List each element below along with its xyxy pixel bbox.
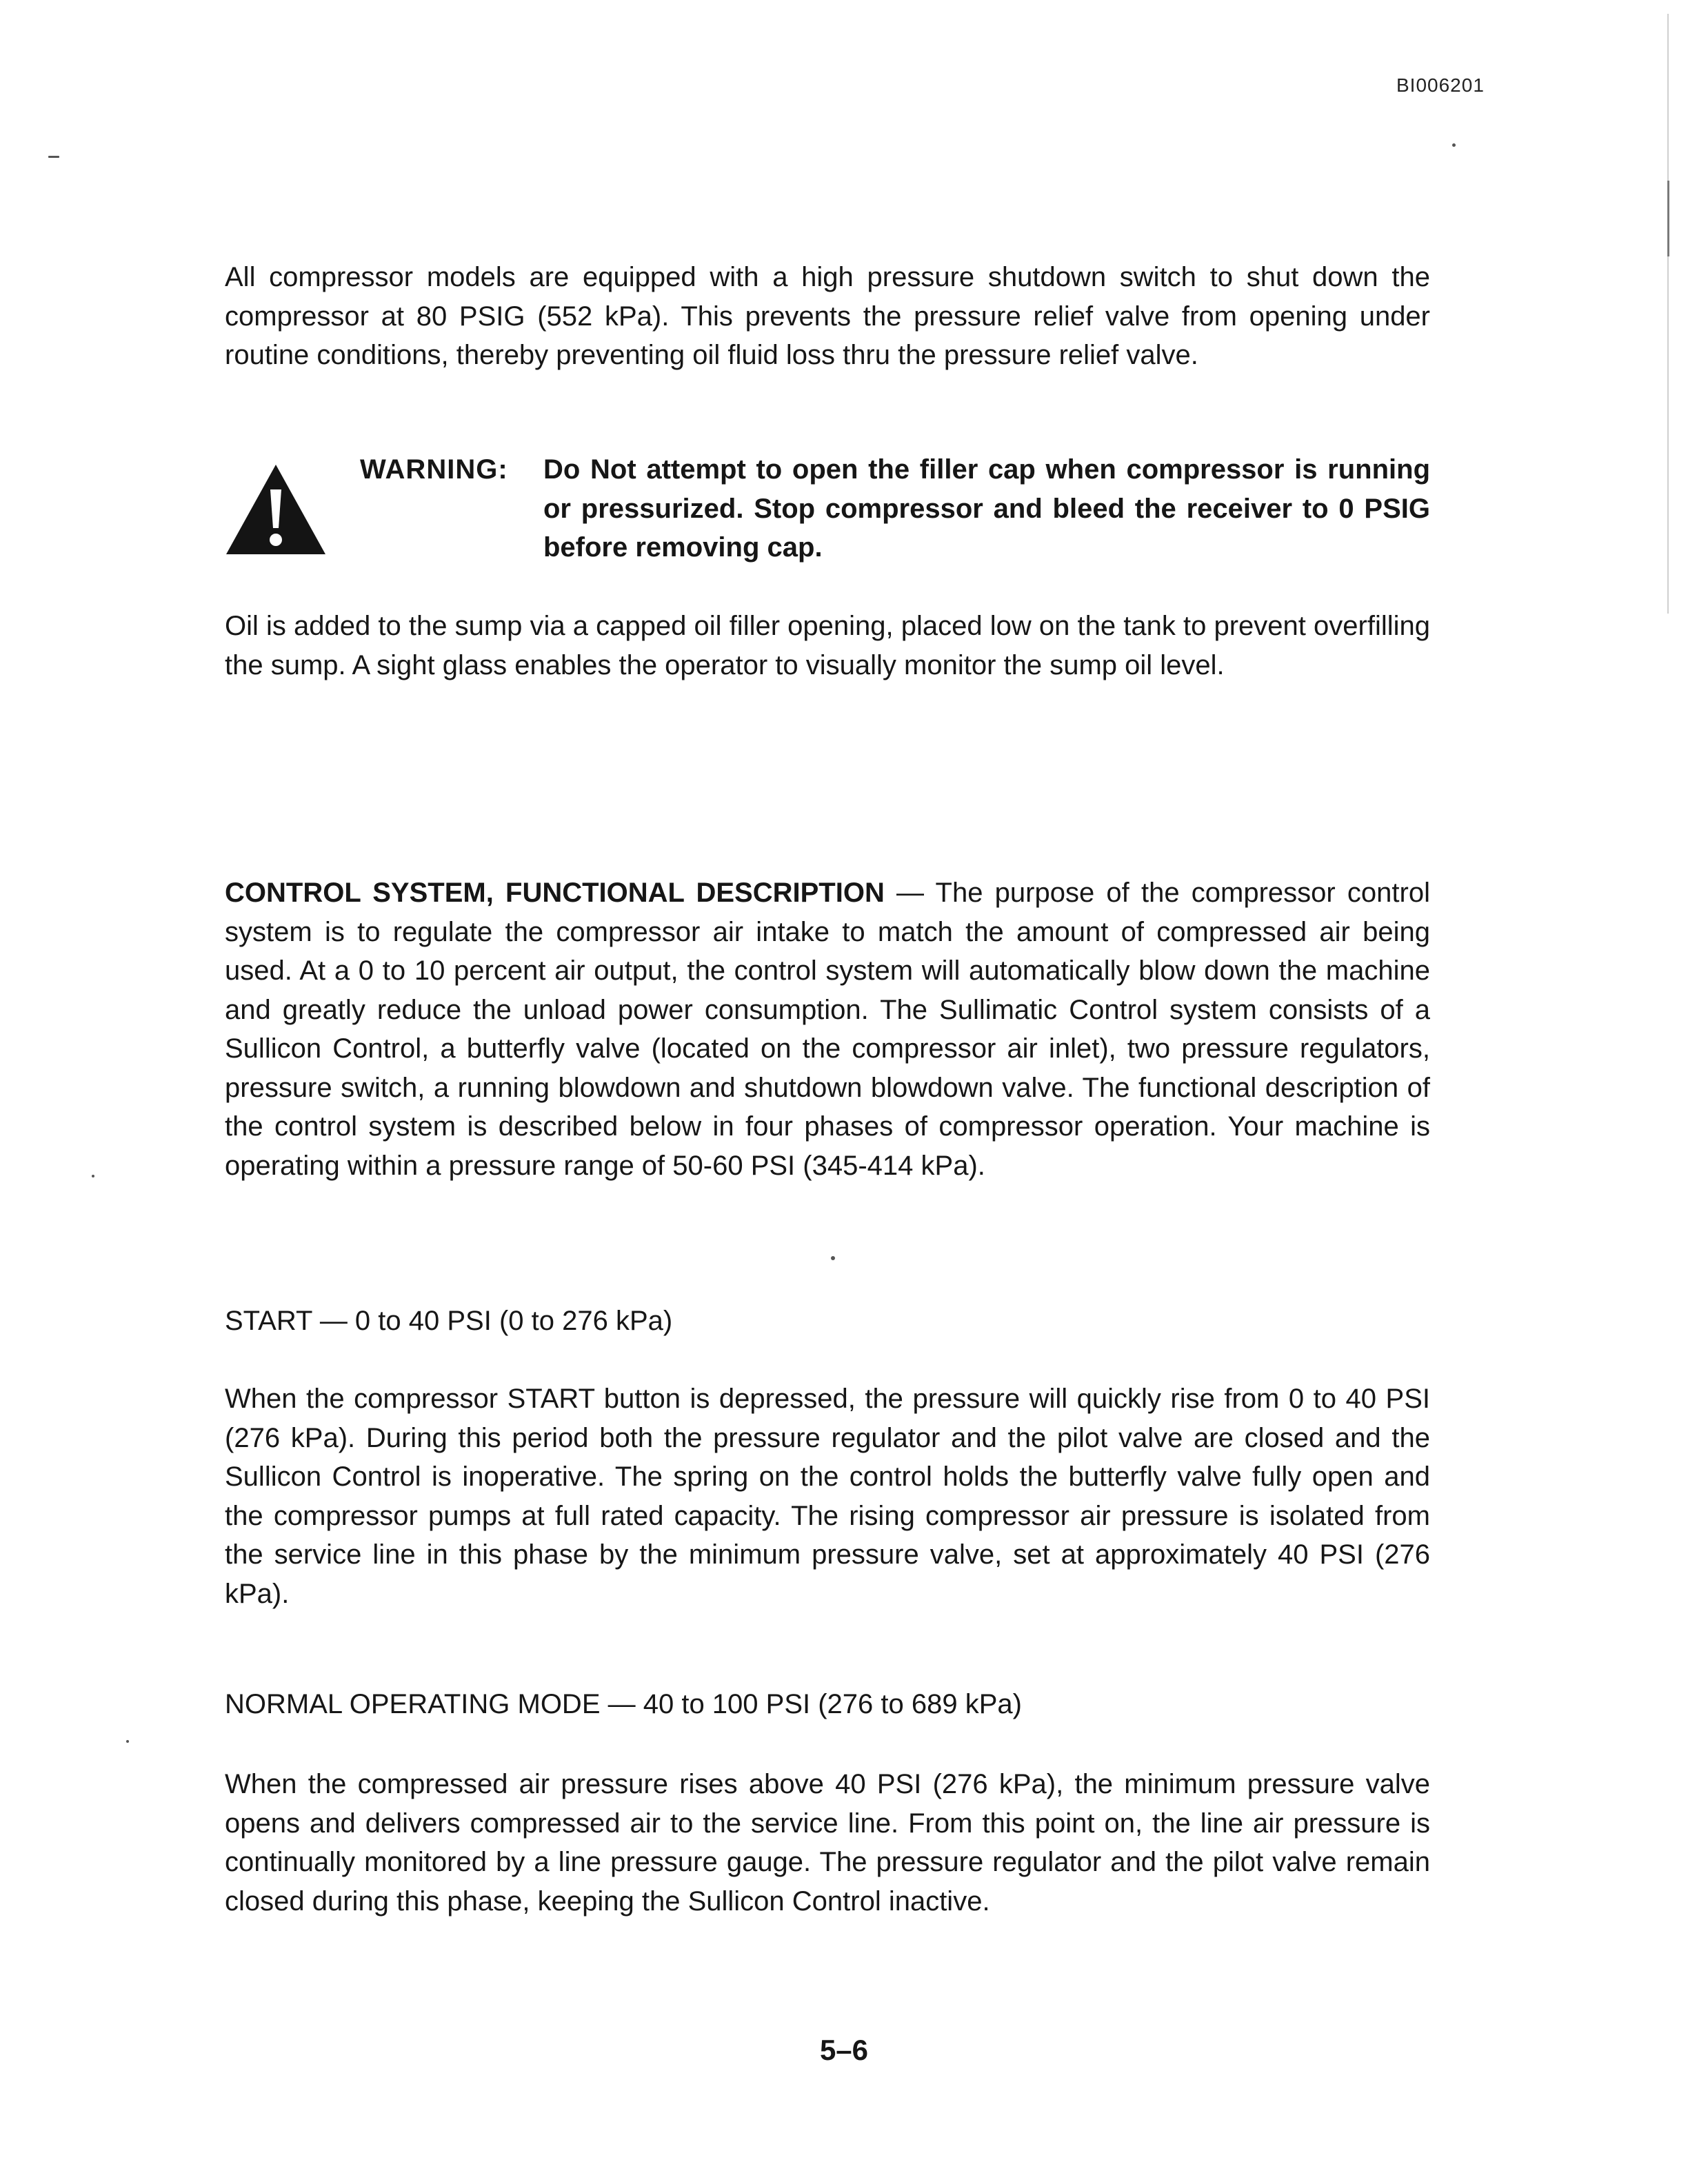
scan-speck (92, 1175, 94, 1177)
scan-speck (126, 1740, 129, 1743)
document-id: BI006201 (1396, 74, 1485, 96)
scan-speck (48, 156, 59, 158)
start-phase-heading: START — 0 to 40 PSI (0 to 276 kPa) (225, 1306, 673, 1336)
control-system-paragraph (225, 873, 1430, 1185)
shutdown-switch-paragraph: All compressor models are equipped with a high pressure shutdown switch to shut down the compressor at 80 PSIG (552 kPa). This prevents the pressure relief valve from opening under routine conditions, thereby preventing oil fluid loss thru the pressure relief valve. (225, 262, 1430, 370)
normal-mode-paragraph: When the compressed air pressure rises above 40 PSI (276 kPa), the minimum pressure valve opens and delivers compressed air to the service line. From this point on, the line air pressure is continually monitored by a line pressure gauge. The pressure regulator and the pilot valve remain closed during this phase, keeping the Sullicon Control inactive. (225, 1769, 1430, 1917)
warning-text: Do Not attempt to open the filler cap when compressor is running or pressurized. Stop compressor and bleed the receiver to 0 PSIG before removing cap. (543, 454, 1430, 563)
warning-triangle-icon (225, 463, 327, 556)
normal-mode-heading: NORMAL OPERATING MODE — 40 to 100 PSI (276 to 689 kPa) (225, 1689, 1022, 1719)
scan-speck (1452, 143, 1456, 147)
control-system-body: The purpose of the compressor control system is to regulate the compressor air intake to match the amount of compressed air being used. At a 0 to 10 percent air output, the control system will automatically blow down the machine and greatly reduce the unload power consumption. The Sullimatic Control system consists of a Sullicon Control, a butterfly valve (located on the compressor air inlet), two pressure regulators, pressure switch, a running blowdown and shutdown blowdown valve. The functional description of the control system is described below in four phases of compressor operation. Your machine is operating within a pressure range of 50-60 PSI (345-414 kPa). (225, 878, 1430, 1181)
heading-dash: — (884, 878, 936, 908)
control-system-heading: CONTROL SYSTEM, FUNCTIONAL DESCRIPTION (225, 878, 885, 908)
scan-edge-line (1667, 14, 1669, 614)
start-phase-paragraph: When the compressor START button is depressed, the pressure will quickly rise from 0 to 40 PSI (276 kPa). During this period both the pressure regulator and the pilot valve are closed and the Sullicon Control is inoperative. The spring on the control holds the butterfly valve fully open and the compressor pumps at full rated capacity. The rising compressor air pressure is isolated from the service line in this phase by the minimum pressure valve, set at approximately 40 PSI (276 kPa). (225, 1384, 1430, 1609)
scan-edge-mark (1667, 181, 1669, 256)
oil-filler-paragraph: Oil is added to the sump via a capped oil filler opening, placed low on the tank to prevent overfilling the sump. A sight glass enables the operator to visually monitor the sump oil level. (225, 611, 1430, 680)
page-number: 5–6 (819, 2034, 869, 2066)
scan-speck (831, 1256, 835, 1260)
warning-label: WARNING: (360, 454, 508, 485)
